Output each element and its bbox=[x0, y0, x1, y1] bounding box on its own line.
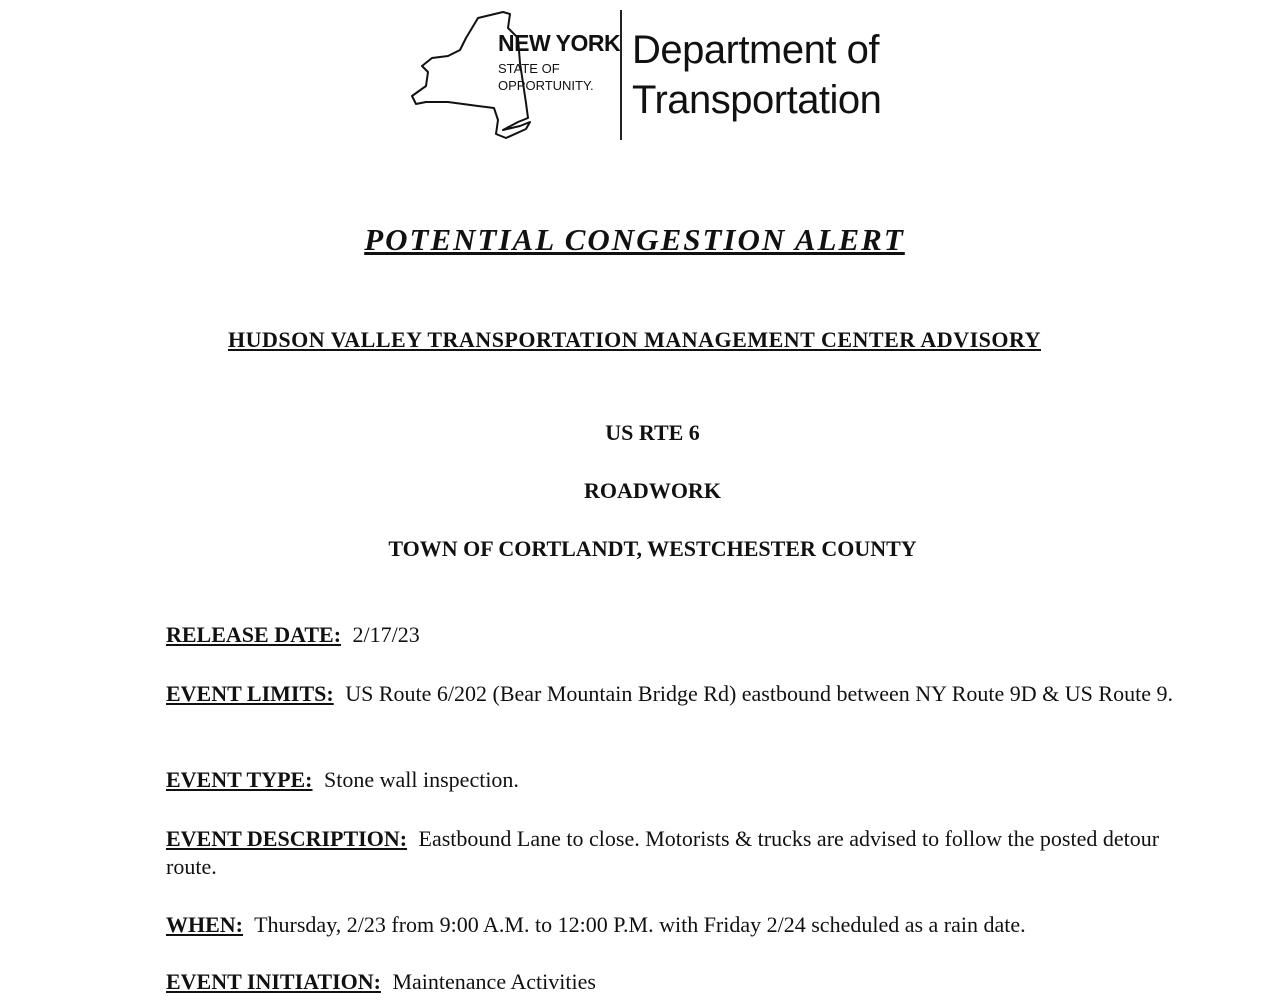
event-limits-field bbox=[166, 680, 1196, 708]
logo-new-york-text: NEW YORK bbox=[498, 30, 621, 56]
advisory-heading: HUDSON VALLEY TRANSPORTATION MANAGEMENT CENTER ADVISORY bbox=[228, 327, 1041, 352]
location-heading: TOWN OF CORTLANDT, WESTCHESTER COUNTY bbox=[388, 536, 917, 561]
when-value: Thursday, 2/23 from 9:00 A.M. to 12:00 P.M. with Friday 2/24 scheduled as a rain date. bbox=[254, 912, 1026, 937]
event-limits-value: US Route 6/202 (Bear Mountain Bridge Rd) eastbound between NY Route 9D & US Route 9. bbox=[345, 681, 1173, 706]
event-description-field bbox=[166, 825, 1196, 881]
event-initiation-value: Maintenance Activities bbox=[392, 969, 596, 994]
event-initiation-label: EVENT INITIATION: bbox=[166, 969, 381, 994]
logo-department-text: Department of bbox=[632, 28, 879, 72]
release-date-label: RELEASE DATE: bbox=[166, 622, 342, 647]
logo-state-of-text: STATE OF bbox=[498, 61, 560, 76]
route-heading: US RTE 6 bbox=[605, 420, 700, 445]
when-label: WHEN: bbox=[166, 912, 243, 937]
event-category-heading: ROADWORK bbox=[584, 478, 721, 503]
release-date-field bbox=[166, 621, 1196, 649]
event-type-value: Stone wall inspection. bbox=[324, 767, 519, 792]
event-description-value: Eastbound Lane to close. Motorists & trucks are advised to follow the posted detour route. bbox=[166, 826, 1160, 879]
event-type-label: EVENT TYPE: bbox=[166, 767, 313, 792]
event-limits-label: EVENT LIMITS: bbox=[166, 681, 334, 706]
event-type-field bbox=[166, 766, 1196, 794]
nysdot-logo bbox=[408, 8, 888, 143]
release-date-value: 2/17/23 bbox=[352, 622, 420, 647]
logo-divider bbox=[620, 10, 622, 140]
logo-transportation-text: Transportation bbox=[632, 78, 882, 122]
event-initiation-field bbox=[166, 968, 1196, 996]
logo-opportunity-text: OPPORTUNITY. bbox=[498, 78, 594, 93]
event-description-label: EVENT DESCRIPTION: bbox=[166, 826, 408, 851]
alert-title: POTENTIAL CONGESTION ALERT bbox=[364, 222, 905, 257]
when-field bbox=[166, 911, 1196, 939]
